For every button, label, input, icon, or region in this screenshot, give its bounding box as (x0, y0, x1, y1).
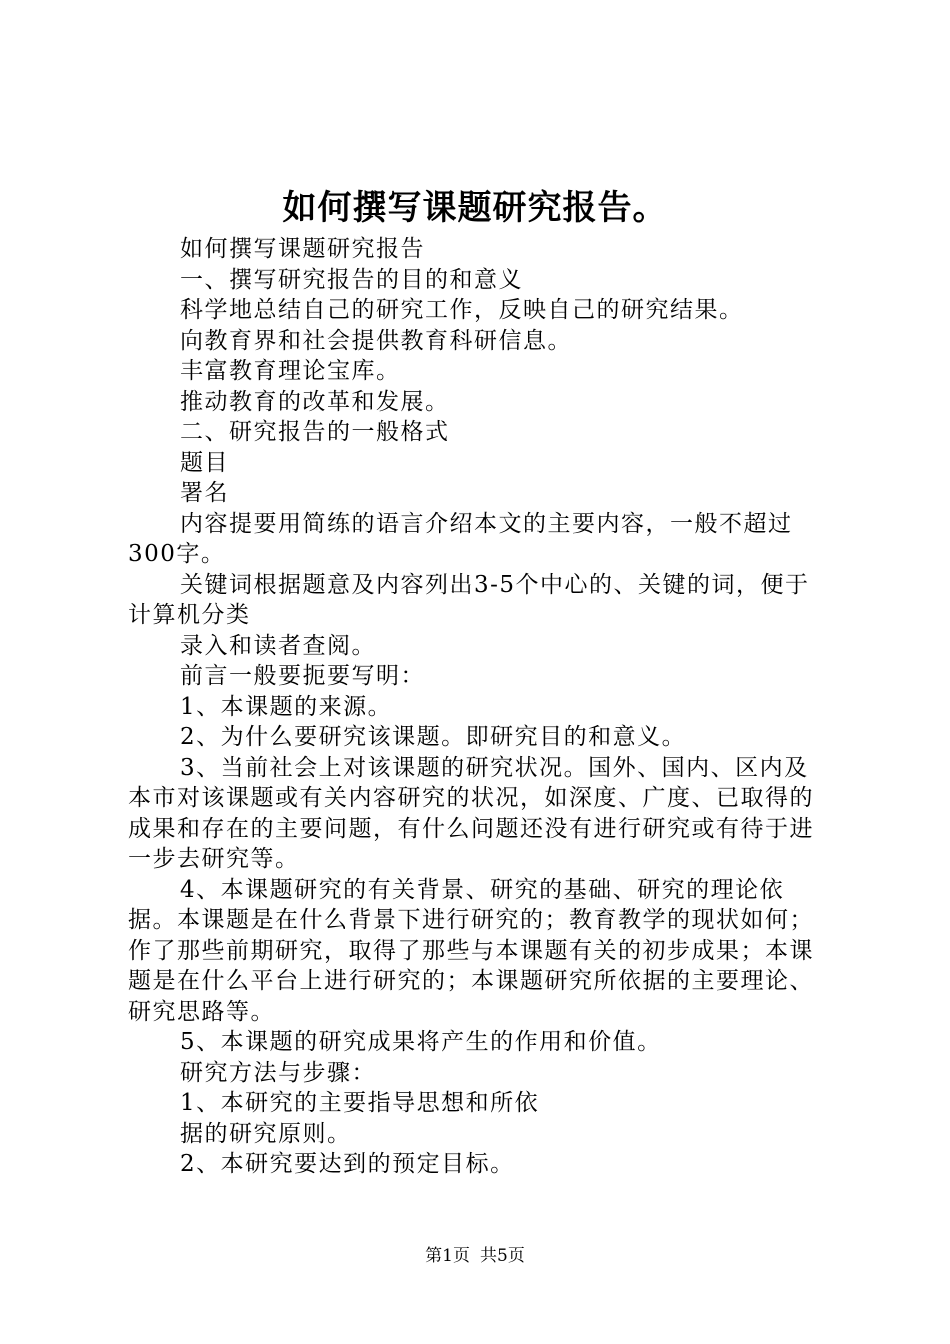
paragraph: 如何撰写课题研究报告 (180, 236, 425, 262)
paragraph: 研究方法与步骤： (180, 1059, 376, 1086)
paragraph: 丰富教育理论宝库。 (180, 358, 401, 384)
page-number: 第1页 (425, 1246, 470, 1266)
paragraph: 向教育界和社会提供教育科研信息。 (180, 327, 572, 354)
list-item: 2、为什么要研究该课题。即研究目的和意义。 (180, 724, 687, 750)
paragraph: 推动教育的改革和发展。 (180, 388, 450, 415)
list-item: 3、当前社会上对该课题的研究状况。国外、国内、区内及本市对该课题或有关内容研究的状况，如深度、广度、已取得的成果和存在的主要问题，有什么问题还没有进行研究或有待于进一步去研究等。 (128, 754, 814, 872)
list-item: 1、本课题的来源。 (180, 693, 393, 720)
page-total: 共5页 (480, 1246, 525, 1266)
section-heading: 一、撰写研究报告的目的和意义 (180, 266, 523, 293)
list-item: 4、本课题研究的有关背景、研究的基础、研究的理论依据。本课题是在什么背景下进行研究的；教育教学的现状如何；作了那些前期研究，取得了那些与本课题有关的初步成果；本课题是在什么平台上进行研究的；本课题研究所依据的主要理论、研究思路等。 (128, 876, 814, 1025)
paragraph: 署名 (180, 480, 229, 506)
paragraph: 科学地总结自己的研究工作，反映自己的研究结果。 (180, 297, 744, 323)
list-item: 5、本课题的研究成果将产生的作用和价值。 (180, 1029, 662, 1055)
section-heading: 二、研究报告的一般格式 (180, 419, 450, 445)
paragraph: 据的研究原则。 (180, 1120, 352, 1147)
paragraph: 题目 (180, 449, 229, 476)
page-title: 如何撰写课题研究报告。 (282, 188, 668, 228)
paragraph: 前言一般要扼要写明： (180, 663, 425, 689)
page-footer (0, 1244, 950, 1268)
paragraph: 录入和读者查阅。 (180, 632, 376, 659)
list-item: 1、本研究的主要指导思想和所依 (180, 1090, 540, 1116)
paragraph: 内容提要用简练的语言介绍本文的主要内容，一般不超过300字。 (128, 510, 793, 567)
document-body (128, 234, 832, 1180)
list-item: 2、本研究要达到的预定目标。 (180, 1151, 515, 1177)
paragraph: 关键词根据题意及内容列出3-5个中心的、关键的词，便于计算机分类 (128, 571, 810, 628)
